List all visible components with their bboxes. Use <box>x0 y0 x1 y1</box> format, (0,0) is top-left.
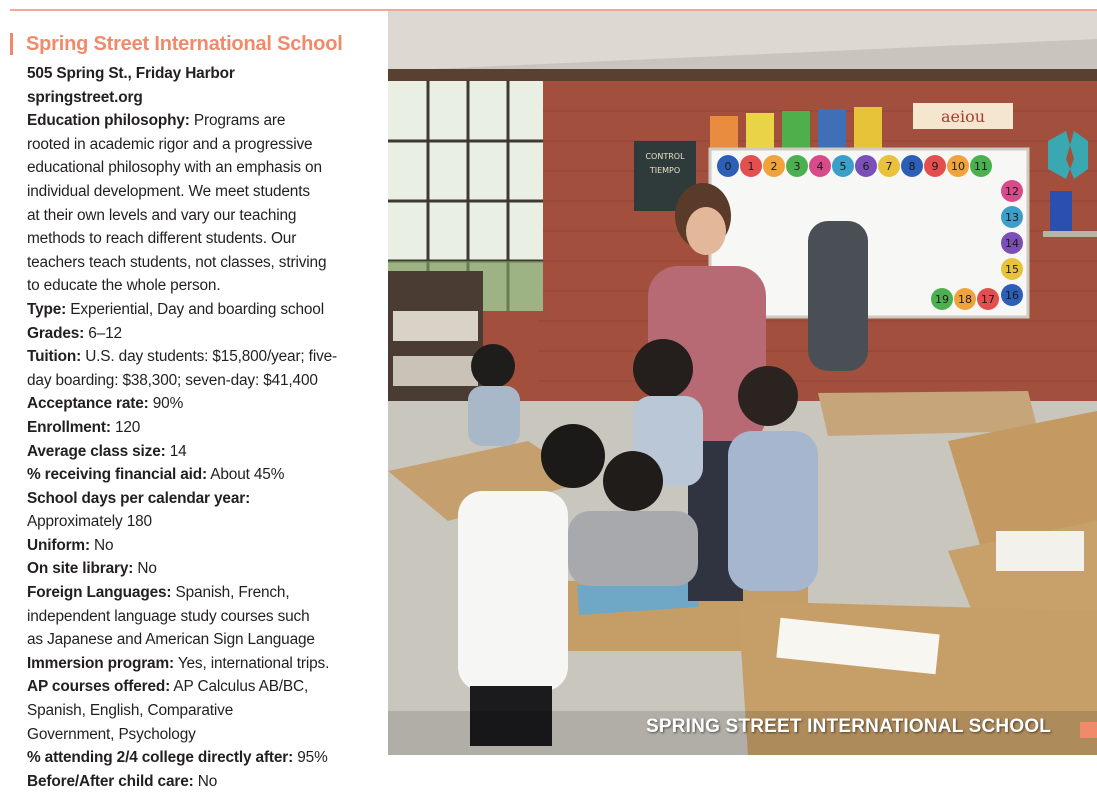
profile-details <box>27 62 380 793</box>
school-days-label: School days per calendar year: <box>27 489 251 507</box>
ap-field-cont: Government, Psychology <box>27 725 196 743</box>
child-head <box>603 451 663 511</box>
shelf-bin <box>1050 191 1072 231</box>
title-accent-bar <box>10 33 13 55</box>
philosophy-line: individual development. We meet students <box>27 182 310 200</box>
number-label: 6 <box>862 160 870 173</box>
number-label: 11 <box>974 160 988 173</box>
classroom-illustration <box>388 11 1097 755</box>
letter-card <box>710 116 738 152</box>
tuition-field: Tuition: U.S. day students: $15,800/year; five- <box>27 348 338 366</box>
philosophy-line: methods to reach different students. Our <box>27 230 297 248</box>
tuition-field-cont: day boarding: $38,300; seven-day: $41,400 <box>27 371 318 389</box>
letter-card <box>782 111 810 151</box>
acceptance-field: Acceptance rate: 90% <box>27 395 184 413</box>
sign-text: TIEMPO <box>649 166 681 175</box>
immersion-field: Immersion program: Yes, international trips. <box>27 654 330 672</box>
childcare-field: Before/After child care: No <box>27 772 218 790</box>
child-head <box>633 339 693 399</box>
library-field: On site library: No <box>27 560 157 578</box>
child-body <box>568 511 698 586</box>
school-days-value: Approximately 180 <box>27 513 152 531</box>
philosophy-line: to educate the whole person. <box>27 277 221 295</box>
child-body <box>468 386 520 446</box>
number-label: 12 <box>1005 185 1019 198</box>
philosophy-line: rooted in academic rigor and a progressive <box>27 135 313 153</box>
number-label: 10 <box>951 160 965 173</box>
number-label: 15 <box>1005 263 1019 276</box>
teacher-face <box>686 207 726 255</box>
number-label: 4 <box>816 160 824 173</box>
website[interactable]: springstreet.org <box>27 88 143 106</box>
number-label: 8 <box>908 160 916 173</box>
letter-card <box>746 113 774 151</box>
languages-field: Foreign Languages: Spanish, French, <box>27 584 290 602</box>
grades-field: Grades: 6–12 <box>27 324 122 342</box>
philosophy-line: teachers teach students, not classes, striving <box>27 253 327 271</box>
child-head <box>738 366 798 426</box>
wall-shelf <box>1043 231 1097 237</box>
address: 505 Spring St., Friday Harbor <box>27 65 235 82</box>
ap-field: AP courses offered: AP Calculus AB/BC, <box>27 678 309 696</box>
financial-aid-field: % receiving financial aid: About 45% <box>27 466 285 484</box>
number-label: 14 <box>1005 237 1019 250</box>
child-head <box>541 424 605 488</box>
vowels-text: aeiou <box>940 107 986 126</box>
school-name: Spring Street International School <box>26 32 343 55</box>
letter-card <box>818 109 846 151</box>
caption-accent-bar <box>1080 722 1097 738</box>
uniform-field: Uniform: No <box>27 536 114 554</box>
child-head <box>471 344 515 388</box>
type-field: Type: Experiential, Day and boarding school <box>27 300 324 318</box>
child-white-shirt <box>458 491 568 691</box>
letter-card <box>854 107 882 151</box>
languages-field-cont: as Japanese and American Sign Language <box>27 631 315 649</box>
number-label: 19 <box>935 293 949 306</box>
philosophy-line: educational philosophy with an emphasis on <box>27 159 322 177</box>
enrollment-field: Enrollment: 120 <box>27 418 141 436</box>
number-label: 0 <box>724 160 732 173</box>
paper-sheet <box>996 531 1084 571</box>
ceiling-beam <box>388 69 1097 81</box>
title-row <box>10 30 380 58</box>
class-size-field: Average class size: 14 <box>27 442 187 460</box>
number-label: 7 <box>885 160 893 173</box>
philosophy-line-1: Education philosophy: Programs are <box>27 112 286 130</box>
philosophy-line: at their own levels and vary our teaching <box>27 206 297 224</box>
ap-field-cont: Spanish, English, Comparative <box>27 702 234 720</box>
number-label: 18 <box>958 293 972 306</box>
binders <box>393 356 478 386</box>
number-label: 1 <box>747 160 755 173</box>
languages-field-cont: independent language study courses such <box>27 607 310 625</box>
number-label: 16 <box>1005 289 1019 302</box>
number-label: 3 <box>793 160 801 173</box>
binders <box>393 311 478 341</box>
adult-background <box>808 221 868 371</box>
photo-caption: SPRING STREET INTERNATIONAL SCHOOL <box>646 716 1052 737</box>
number-label: 9 <box>931 160 939 173</box>
number-label: 17 <box>981 293 995 306</box>
number-label: 5 <box>839 160 847 173</box>
classroom-photo <box>388 11 1097 755</box>
desk <box>818 391 1038 436</box>
school-profile <box>10 30 380 793</box>
college-field: % attending 2/4 college directly after: 95% <box>27 749 328 767</box>
child-body <box>728 431 818 591</box>
number-label: 2 <box>770 160 778 173</box>
sign-text: CONTROL <box>645 152 685 161</box>
number-label: 13 <box>1005 211 1019 224</box>
